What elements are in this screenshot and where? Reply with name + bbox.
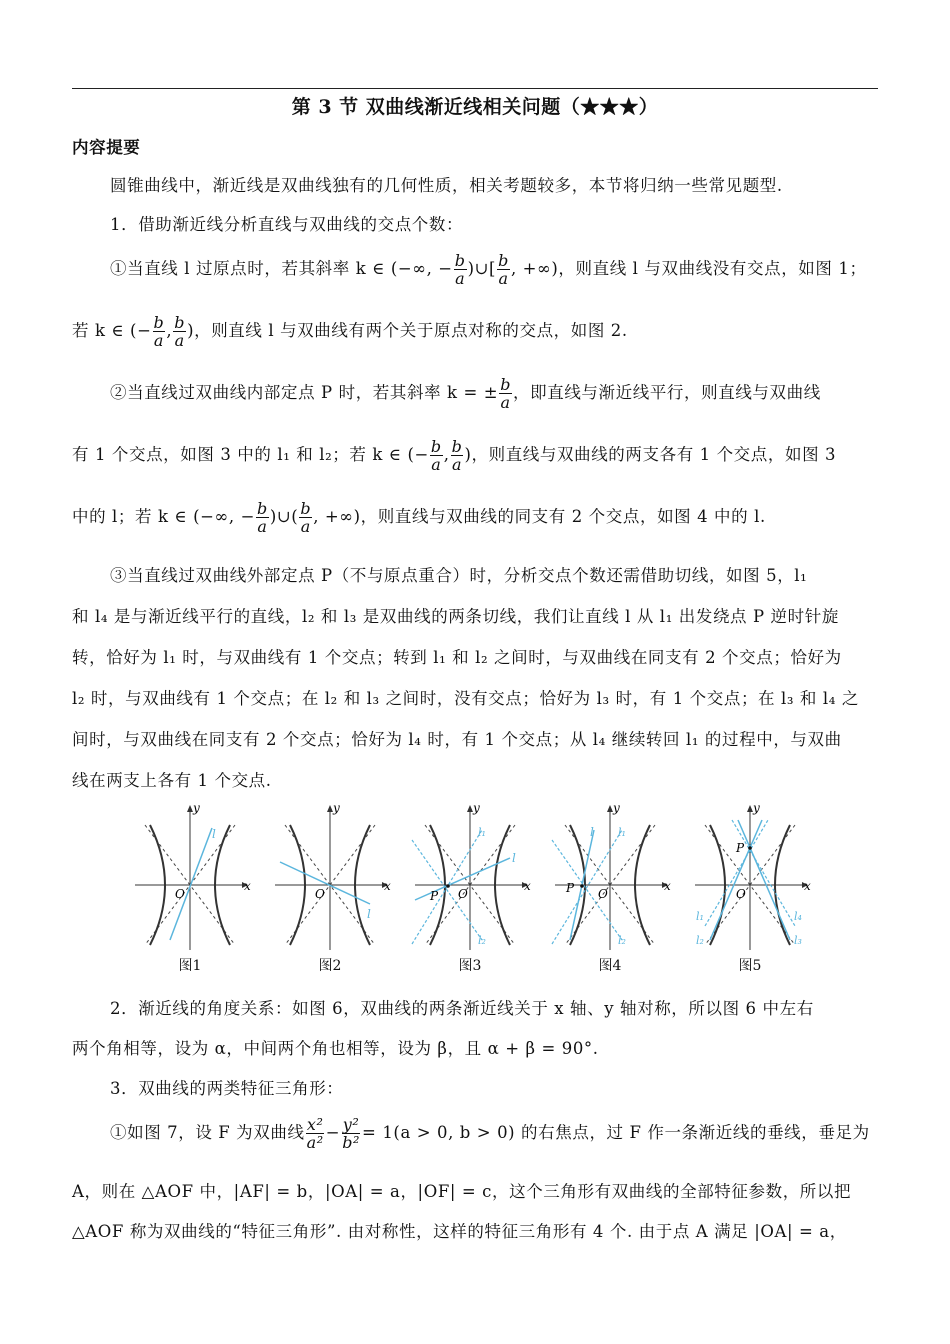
svg-text:O: O <box>315 887 325 901</box>
fraction: $\frac{b}{a}$ <box>153 313 165 350</box>
p3-line3: △AOF 称为双曲线的“特征三角形”. 由对称性，这样的特征三角形有 4 个. 由于点 A 满足 |OA| = a， <box>72 1222 847 1241</box>
p2-line2: 两个角相等，设为 α，中间两个角也相等，设为 β，且 α + β = 90°. <box>72 1039 599 1058</box>
p1-c-line3: 转，恰好为 l₁ 时，与双曲线有 1 个交点；转到 l₁ 和 l₂ 之间时，与双曲线在同支有 2 个交点；恰好为 <box>72 648 842 667</box>
p1-c-line4: l₂ 时，与双曲线有 1 个交点；在 l₂ 和 l₃ 之间时，没有交点；恰好为 l₃ 时，有 1 个交点；在 l₃ 和 l₄ 之 <box>72 689 859 708</box>
origin-label: O <box>175 887 185 901</box>
fraction: $\frac{b}{a}$ <box>300 499 312 536</box>
figure-1 <box>130 800 250 950</box>
fraction: $\frac{b}{a}$ <box>430 437 442 474</box>
svg-text:l: l <box>590 825 594 839</box>
svg-text:P: P <box>566 881 575 895</box>
svg-text:x: x <box>664 879 671 893</box>
section-heading: 内容提要 <box>72 138 141 157</box>
svg-text:l₁: l₁ <box>618 826 626 839</box>
y-label: y <box>193 801 200 815</box>
svg-text:P: P <box>430 889 439 903</box>
intro-paragraph: 圆锥曲线中，渐近线是双曲线独有的几何性质，相关考题较多，本节将归纳一些常见题型. <box>110 176 783 195</box>
svg-text:l₃: l₃ <box>794 934 802 947</box>
p1-c-line5: 间时，与双曲线在同支有 2 个交点；恰好为 l₄ 时，有 1 个交点；从 l₄ 继续转回 l₁ 的过程中，与双曲 <box>72 730 842 749</box>
figure-5 <box>690 800 810 950</box>
p1-heading: 1．借助渐近线分析直线与双曲线的交点个数： <box>110 215 464 234</box>
svg-text:O: O <box>458 887 468 901</box>
svg-text:P: P <box>736 841 745 855</box>
svg-text:x: x <box>384 879 391 893</box>
svg-text:l: l <box>512 851 516 865</box>
p2-line1: 2．渐近线的角度关系：如图 6，双曲线的两条渐近线关于 x 轴、y 轴对称，所以图 6 中左右 <box>110 999 814 1018</box>
p1-b-line1: ②当直线过双曲线内部定点 P 时，若其斜率 k = ± $\frac{b}{a}$ ，即直线与渐近线平行，则直线与双曲线 <box>110 375 821 412</box>
p1-a-line1: ①当直线 l 过原点时，若其斜率 k ∈ (−∞, − $\frac{b}{a}$ )∪[ $\frac{b}{a}$ , +∞)，则直线 l 与双曲线没有交点，如图 1； <box>110 251 867 288</box>
p1-b-line3: 中的 l；若 k ∈ (−∞, − $\frac{b}{a}$ )∪( $\frac{b}{a}$ , +∞)，则直线与双曲线的同支有 2 个交点，如图 4 中的 l. <box>72 499 766 536</box>
p1-b-line2: 有 1 个交点，如图 3 中的 l₁ 和 l₂；若 k ∈ (− $\frac{b}{a}$ , $\frac{b}{a}$ )，则直线与双曲线的两支各有 1 个交点，如图 3 <box>72 437 837 474</box>
fraction: $\frac{b}{a}$ <box>451 437 463 474</box>
fraction: $\frac{\text{x²}}{\text{a²}}$ <box>306 1115 324 1152</box>
figure-2-caption: 图2 <box>318 958 342 974</box>
svg-text:O: O <box>598 887 608 901</box>
figure-2 <box>270 800 390 950</box>
figure-row <box>130 800 830 980</box>
p3-heading: 3．双曲线的两类特征三角形： <box>110 1079 344 1098</box>
top-rule <box>72 88 878 89</box>
p1-c-line6: 线在两支上各有 1 个交点. <box>72 771 272 790</box>
p3-line1: ①如图 7，设 F 为双曲线 $\frac{\text{x²}}{\text{a²}}$ − $\frac{\text{y²}}{\text{b²}}$ = 1(a > 0, b > 0) 的右焦点，过 F 作一条渐近线的垂线，垂足为 <box>110 1115 870 1152</box>
svg-text:l₂: l₂ <box>696 934 704 947</box>
x-label: x <box>244 879 251 893</box>
svg-text:l₂: l₂ <box>618 934 626 947</box>
svg-text:l: l <box>367 907 371 921</box>
p1-c-line1: ③当直线过双曲线外部定点 P（不与原点重合）时，分析交点个数还需借助切线，如图 5，l₁ <box>110 566 808 585</box>
figure-4-caption: 图4 <box>598 958 622 974</box>
svg-text:l₁: l₁ <box>478 826 486 839</box>
page-title: 第 3 节 双曲线渐近线相关问题（★★★） <box>291 96 659 118</box>
svg-text:x: x <box>524 879 531 893</box>
p3-line2: A，则在 △AOF 中，|AF| = b，|OA| = a，|OF| = c，这个三角形有双曲线的全部特征参数，所以把 <box>72 1182 852 1201</box>
svg-text:O: O <box>736 887 746 901</box>
line-label: l <box>212 827 216 841</box>
svg-text:y: y <box>753 801 760 815</box>
fraction: $\frac{\text{y²}}{\text{b²}}$ <box>342 1115 361 1152</box>
fraction: $\frac{b}{a}$ <box>498 251 509 288</box>
figure-3 <box>410 800 530 950</box>
p1-c-line2: 和 l₄ 是与渐近线平行的直线，l₂ 和 l₃ 是双曲线的两条切线，我们让直线 l 从 l₁ 出发绕点 P 逆时针旋 <box>72 607 839 626</box>
fraction: $\frac{b}{a}$ <box>500 375 512 412</box>
svg-text:x: x <box>804 879 811 893</box>
p1-a-line2: 若 k ∈ (− $\frac{b}{a}$ , $\frac{b}{a}$ )，则直线 l 与双曲线有两个关于原点对称的交点，如图 2. <box>72 313 628 350</box>
fraction: $\frac{b}{a}$ <box>454 251 466 288</box>
svg-text:l₁: l₁ <box>696 910 704 923</box>
figure-5-caption: 图5 <box>738 958 762 974</box>
figure-4 <box>550 800 670 950</box>
fraction: $\frac{b}{a}$ <box>257 499 268 536</box>
svg-text:y: y <box>613 801 620 815</box>
svg-text:y: y <box>473 801 480 815</box>
figure-3-caption: 图3 <box>458 958 482 974</box>
svg-text:l₂: l₂ <box>478 934 486 947</box>
line-l <box>170 828 212 940</box>
svg-text:y: y <box>333 801 340 815</box>
svg-text:l₄: l₄ <box>794 910 802 923</box>
fraction: $\frac{b}{a}$ <box>174 313 186 350</box>
figure-1-caption: 图1 <box>178 958 202 974</box>
